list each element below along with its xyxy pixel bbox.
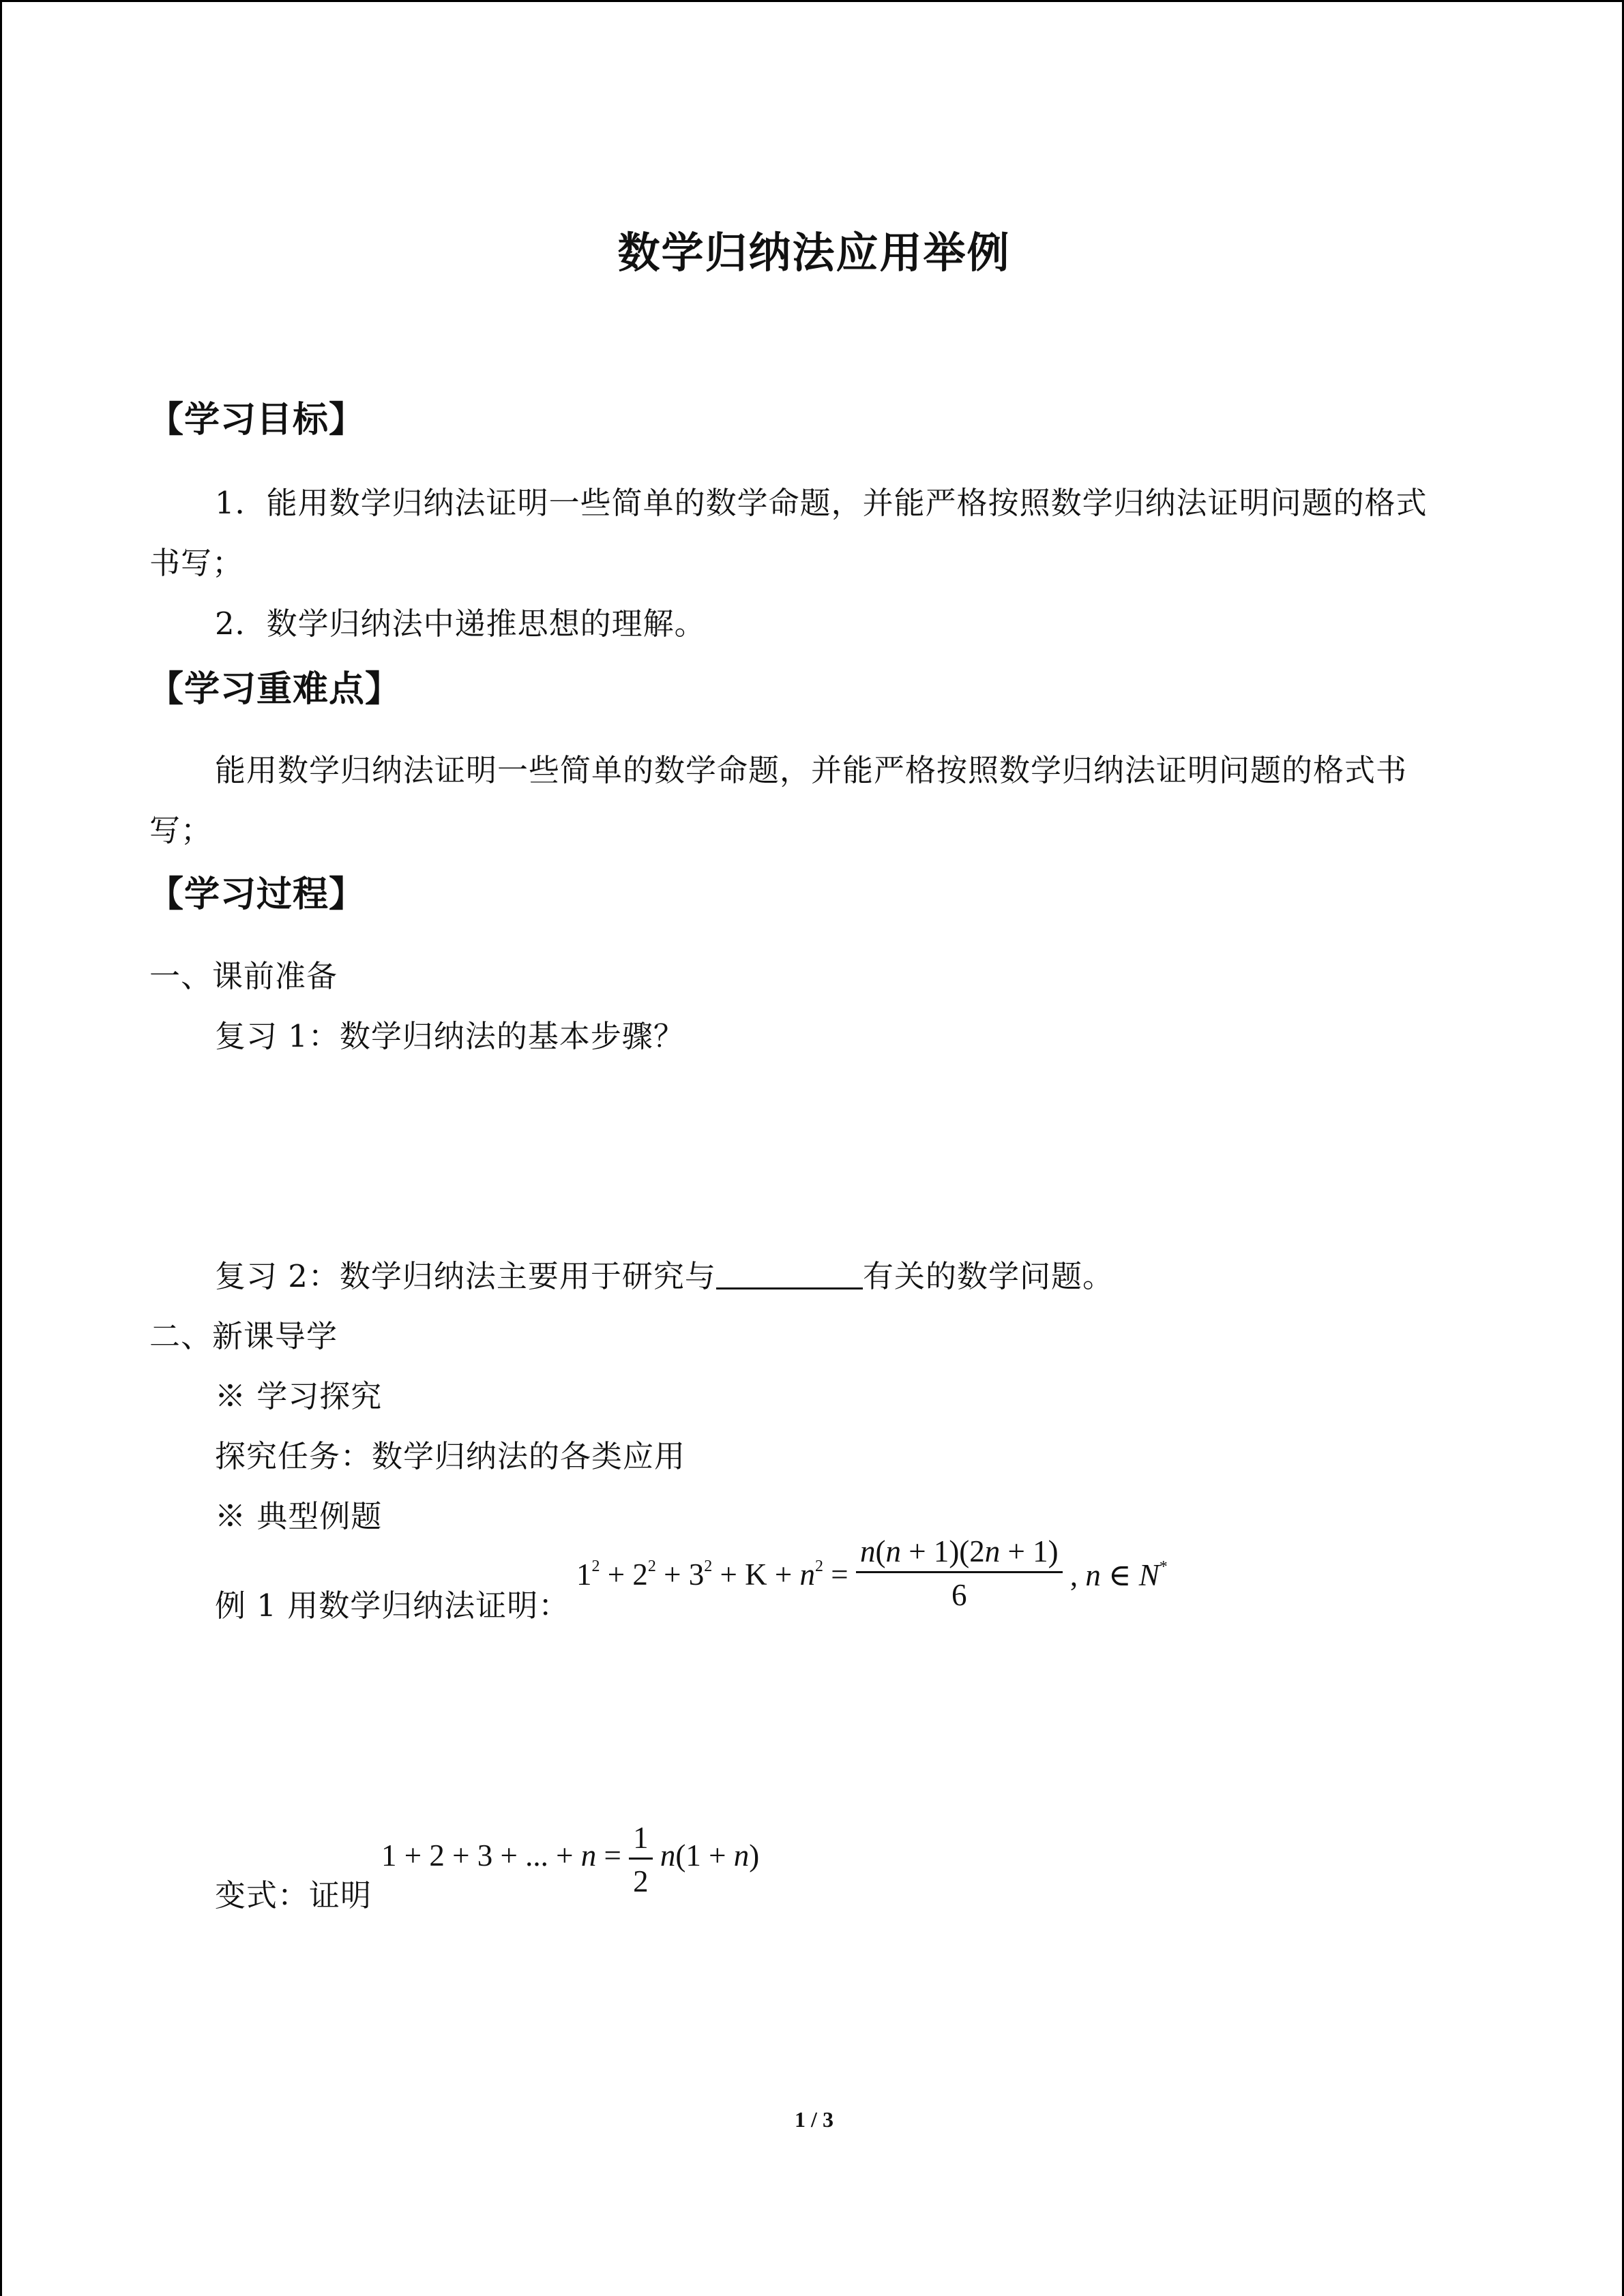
heading-key-points: 【学习重难点】	[148, 669, 402, 710]
part-2-heading: 二、新课导学	[149, 1318, 338, 1354]
heading-learning-process: 【学习过程】	[148, 874, 366, 915]
example-1-fraction	[856, 1536, 1063, 1611]
goal-item-1-line-2: 书写；	[149, 545, 244, 581]
review-2-text-before: 复习 2：数学归纳法主要用于研究与	[215, 1258, 716, 1294]
part-1-heading: 一、课前准备	[149, 958, 338, 994]
page-title: 数学归纳法应用举例	[617, 228, 1011, 278]
example-1-numerator: n(n + 1)(2n + 1)	[859, 1534, 1059, 1568]
page-number: 1 / 3	[795, 2107, 833, 2132]
variant-fraction	[629, 1823, 653, 1897]
example-1-label: 例 1 用数学归纳法证明：	[215, 1587, 570, 1624]
goal-item-2: 2．数学归纳法中递推思想的理解。	[215, 606, 706, 642]
example-1-denominator: 6	[951, 1578, 967, 1612]
review-2-text-after: 有关的数学问题。	[862, 1258, 1114, 1294]
explore-marker: ※ 学习探究	[215, 1378, 383, 1414]
review-2	[215, 1251, 1114, 1296]
explore-task: 探究任务：数学归纳法的各类应用	[215, 1438, 686, 1474]
examples-marker: ※ 典型例题	[215, 1498, 383, 1534]
goal-item-1-line-1: 1．能用数学归纳法证明一些简单的数学命题，并能严格按照数学归纳法证明问题的格式	[215, 485, 1428, 521]
key-points-line-1: 能用数学归纳法证明一些简单的数学命题，并能严格按照数学归纳法证明问题的格式书	[215, 752, 1408, 788]
variant-formula: 1 + 2 + 3 + ... + n = $\frac{1}{2}$ n(1 + n)	[381, 1821, 760, 1898]
heading-learning-goals: 【学习目标】	[148, 400, 366, 441]
example-1-formula: $1^2 + 2^2 + 3^2 + K + n^2$ = $\frac{n(n + 1)(2n + 1)}{6}$ , n ∈ N*	[576, 1534, 1168, 1612]
variant-label: 变式：证明	[215, 1877, 372, 1913]
variant-denominator: 2	[633, 1864, 649, 1898]
variant-numerator: 1	[633, 1821, 649, 1855]
fill-in-blank	[716, 1257, 863, 1289]
review-1: 复习 1：数学归纳法的基本步骤？	[215, 1018, 685, 1054]
key-points-line-2: 写；	[149, 812, 213, 848]
